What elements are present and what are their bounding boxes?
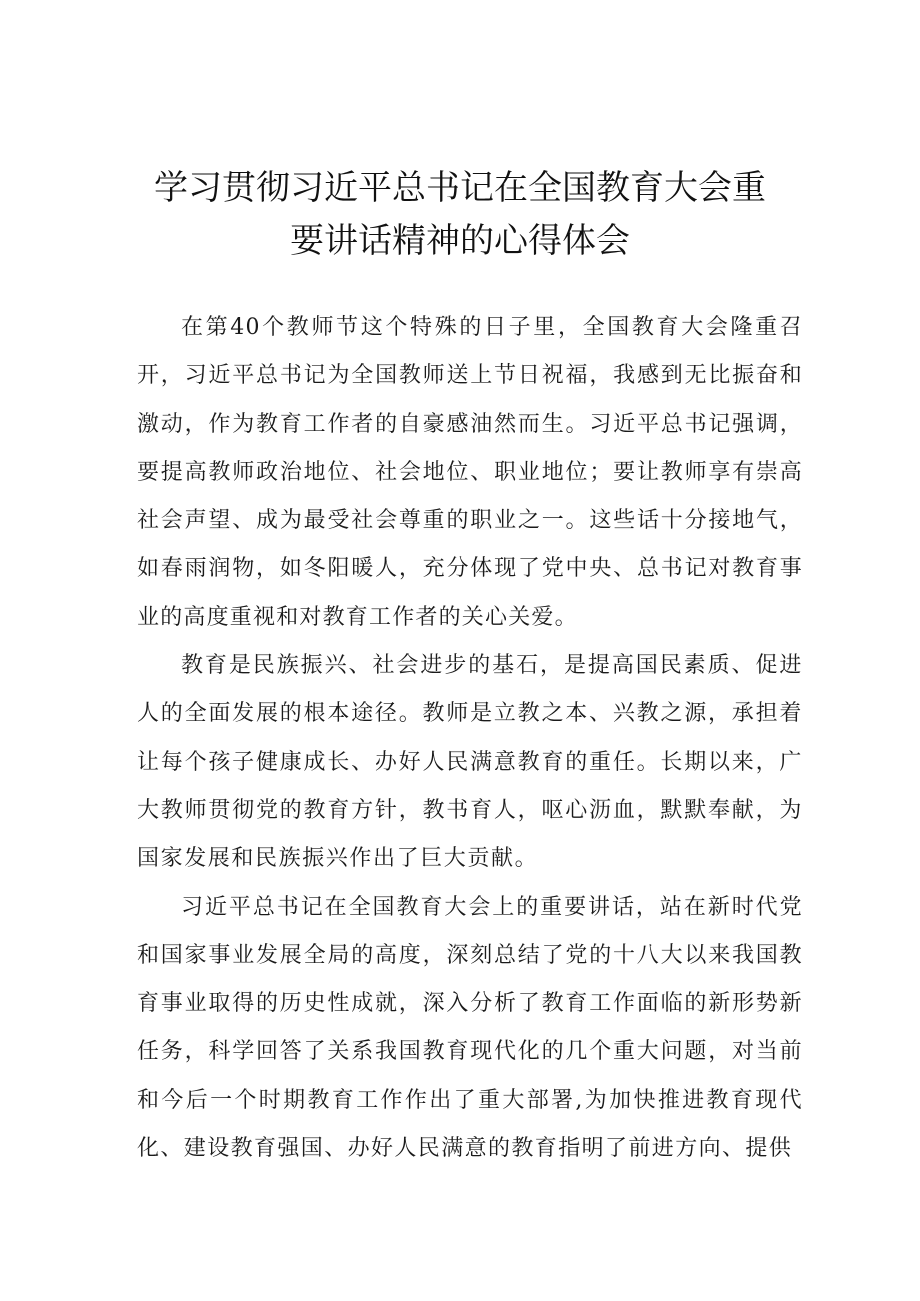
title-line-1: 学习贯彻习近平总书记在全国教育大会重 [154,168,766,208]
paragraph-3: 习近平总书记在全国教育大会上的重要讲话，站在新时代党和国家事业发展全局的高度，深刻总结了党的十八大以来我国教育事业取得的历史性成就，深入分析了教育工作面临的新形势新任务，科学回答了关系我国教育现代化的几个重大问题，对当前和今后一个时期教育工作作出了重大部署,为加快推进教育现代化、建设教育强国、办好人民满意的教育指明了前进方向、提供 [137,894,803,1162]
document-body [137,304,803,1173]
title-line-2: 要讲话精神的心得体会 [290,221,630,261]
paragraph-2: 教育是民族振兴、社会进步的基石，是提高国民素质、促进人的全面发展的根本途径。教师是立教之本、兴教之源，承担着让每个孩子健康成长、办好人民满意教育的重任。长期以来，广大教师贯彻党的教育方针，教书育人，呕心沥血，默默奉献，为国家发展和民族振兴作出了巨大贡献。 [137,653,803,872]
paragraph-1: 在第40个教师节这个特殊的日子里，全国教育大会隆重召开，习近平总书记为全国教师送上节日祝福，我感到无比振奋和激动，作为教育工作者的自豪感油然而生。习近平总书记强调，要提高教师政治地位、社会地位、职业地位；要让教师享有崇高社会声望、成为最受社会尊重的职业之一。这些话十分接地气，如春雨润物，如冬阳暖人，充分体现了党中央、总书记对教育事业的高度重视和对教育工作者的关心关爱。 [137,315,803,630]
document-title [120,162,800,268]
